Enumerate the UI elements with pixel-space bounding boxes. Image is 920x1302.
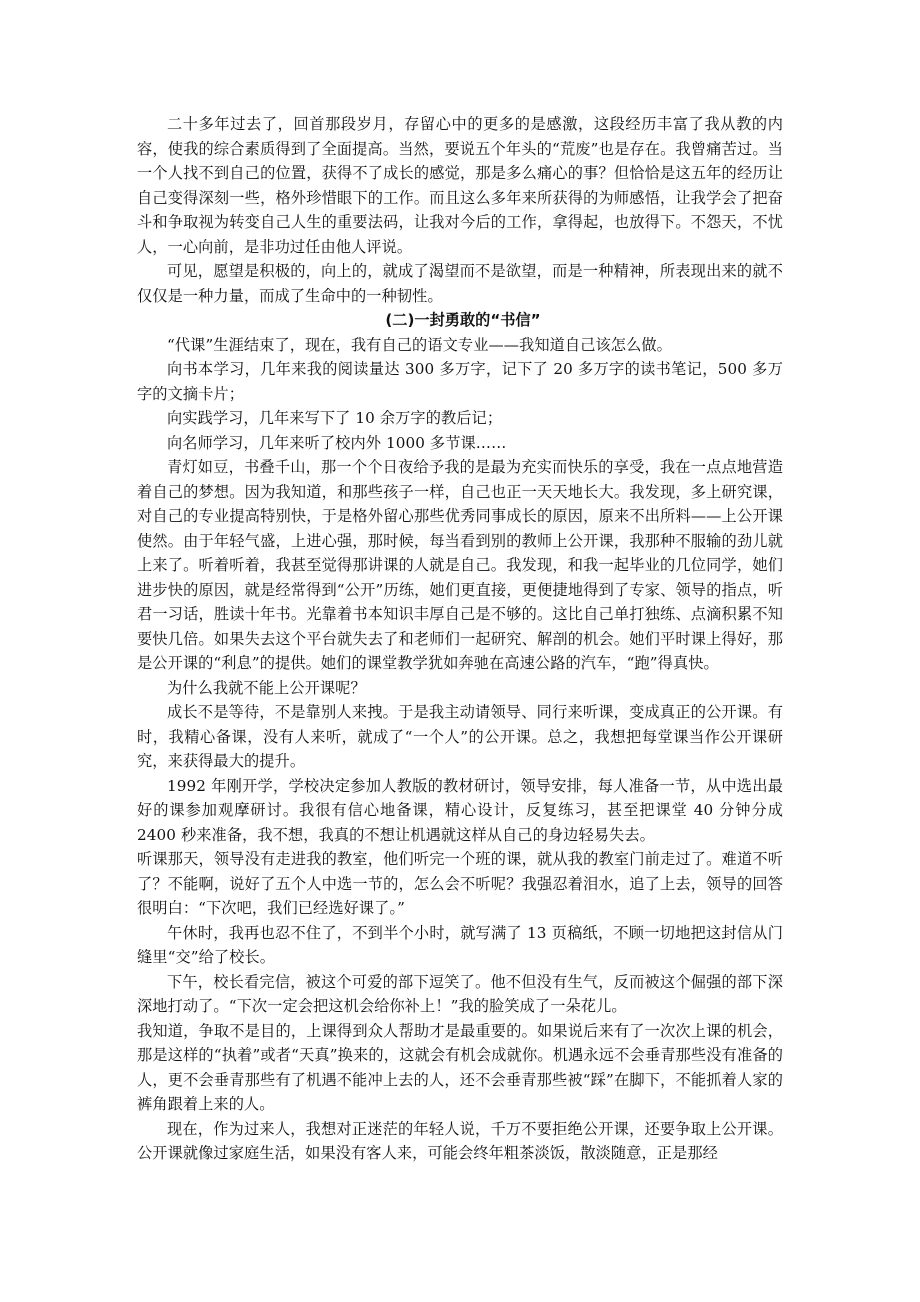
document-page bbox=[137, 112, 783, 1166]
paragraph: 1992 年刚开学，学校决定参加人教版的教材研讨，领导安排，每人准备一节，从中选出最好的课参加观摩研讨。我很有信心地备课，精心设计，反复练习，甚至把课堂 40 分钟分成 2400 秒来准备，我不想，我真的不想让机遇就这样从自己的身边轻易失去。 bbox=[137, 776, 783, 844]
paragraph: 向名师学习，几年来听了校内外 1000 多节课…… bbox=[167, 433, 507, 452]
paragraph: 向实践学习，几年来写下了 10 余万字的教后记； bbox=[167, 409, 503, 427]
paragraph: 我知道，争取不是目的，上课得到众人帮助才是最重要的。如果说后来有了一次次上课的机会，那是这样的“执着”或者“天真”换来的，这就会有机会成就你。机遇永远不会垂青那些没有准备的人，更不会垂青那些有了机遇不能冲上去的人，还不会垂青那些被“踩”在脚下，不能抓着人家的裤角跟着上来的人。 bbox=[137, 1021, 783, 1113]
paragraph: 可见，愿望是积极的，向上的，就成了渴望而不是欲望，而是一种精神，所表现出来的就不仅仅是一种力量，而成了生命中的一种韧性。 bbox=[137, 262, 783, 305]
paragraph: “代课”生涯结束了，现在，我有自己的语文专业——我知道自己该怎么做。 bbox=[167, 335, 672, 354]
paragraph: 听课那天，领导没有走进我的教室，他们听完一个班的课，就从我的教室门前走过了。难道不听了？不能啊，说好了五个人中选一节的，怎么会不听呢？我强忍着泪水，追了上去，领导的回答很明白：“下次吧，我们已经选好课了。” bbox=[137, 850, 783, 917]
paragraph: 为什么我就不能上公开课呢？ bbox=[167, 678, 366, 697]
section-heading: (二)一封勇敢的“书信” bbox=[385, 311, 541, 329]
paragraph: 下午，校长看完信，被这个可爱的部下逗笑了。他不但没有生气，反而被这个倔强的部下深深地打动了。“下次一定会把这机会给你补上！”我的脸笑成了一朵花儿。 bbox=[137, 972, 783, 1015]
paragraph: 青灯如豆，书叠千山，那一个个日夜给予我的是最为充实而快乐的享受，我在一点点地营造着自己的梦想。因为我知道，和那些孩子一样，自己也正一天天地长大。我发现，多上研究课，对自己的专业提高特别快，于是格外留心那些优秀同事成长的原因，原来不出所料——上公开课使然。由于年轻气盛，上进心强，那时候，每当看到别的教师上公开课，我那种不服输的劲儿就上来了。听着听着，我甚至觉得那讲课的人就是自己。我发现，和我一起毕业的几位同学，她们进步快的原因，就是经常得到“公开”历练，她们更直接，更便捷地得到了专家、领导的指点，听君一习话，胜读十年书。光靠着书本知识丰厚自己是不够的。这比自己单打独练、点滴积累不知要快几倍。如果失去这个平台就失去了和老师们一起研究、解剖的机会。她们平时课上得好，那是公开课的“利息”的提供。她们的课堂教学犹如奔驰在高速公路的汽车，“跑”得真快。 bbox=[137, 458, 783, 672]
paragraph: 现在，作为过来人，我想对正迷茫的年轻人说，千万不要拒绝公开课，还要争取上公开课。公开课就像过家庭生活，如果没有客人来，可能会终年粗茶淡饭，散淡随意，正是那经 bbox=[137, 1119, 783, 1162]
paragraph: 向书本学习，几年来我的阅读量达 300 多万字，记下了 20 多万字的读书笔记，500 多万字的文摘卡片； bbox=[137, 360, 783, 403]
paragraph: 二十多年过去了，回首那段岁月，存留心中的更多的是感激，这段经历丰富了我从教的内容，使我的综合素质得到了全面提高。当然，要说五个年头的“荒废”也是存在。我曾痛苦过。当一个人找不到自己的位置，获得不了成长的感觉，那是多么痛心的事？但恰恰是这五年的经历让自己变得深刻一些，格外珍惜眼下的工作。而且这么多年来所获得的为师感悟，让我学会了把奋斗和争取视为转变自己人生的重要法码，让我对今后的工作，拿得起，也放得下。不怨天，不忧人，一心向前，是非功过任由他人评说。 bbox=[137, 115, 783, 256]
paragraph: 成长不是等待，不是靠别人来拽。于是我主动请领导、同行来听课，变成真正的公开课。有时，我精心备课，没有人来听，就成了“一个人”的公开课。总之，我想把每堂课当作公开课研究，来获得最大的提升。 bbox=[137, 703, 783, 770]
paragraph: 午休时，我再也忍不住了，不到半个小时，就写满了 13 页稿纸，不顾一切地把这封信从门缝里“交”给了校长。 bbox=[137, 923, 783, 966]
